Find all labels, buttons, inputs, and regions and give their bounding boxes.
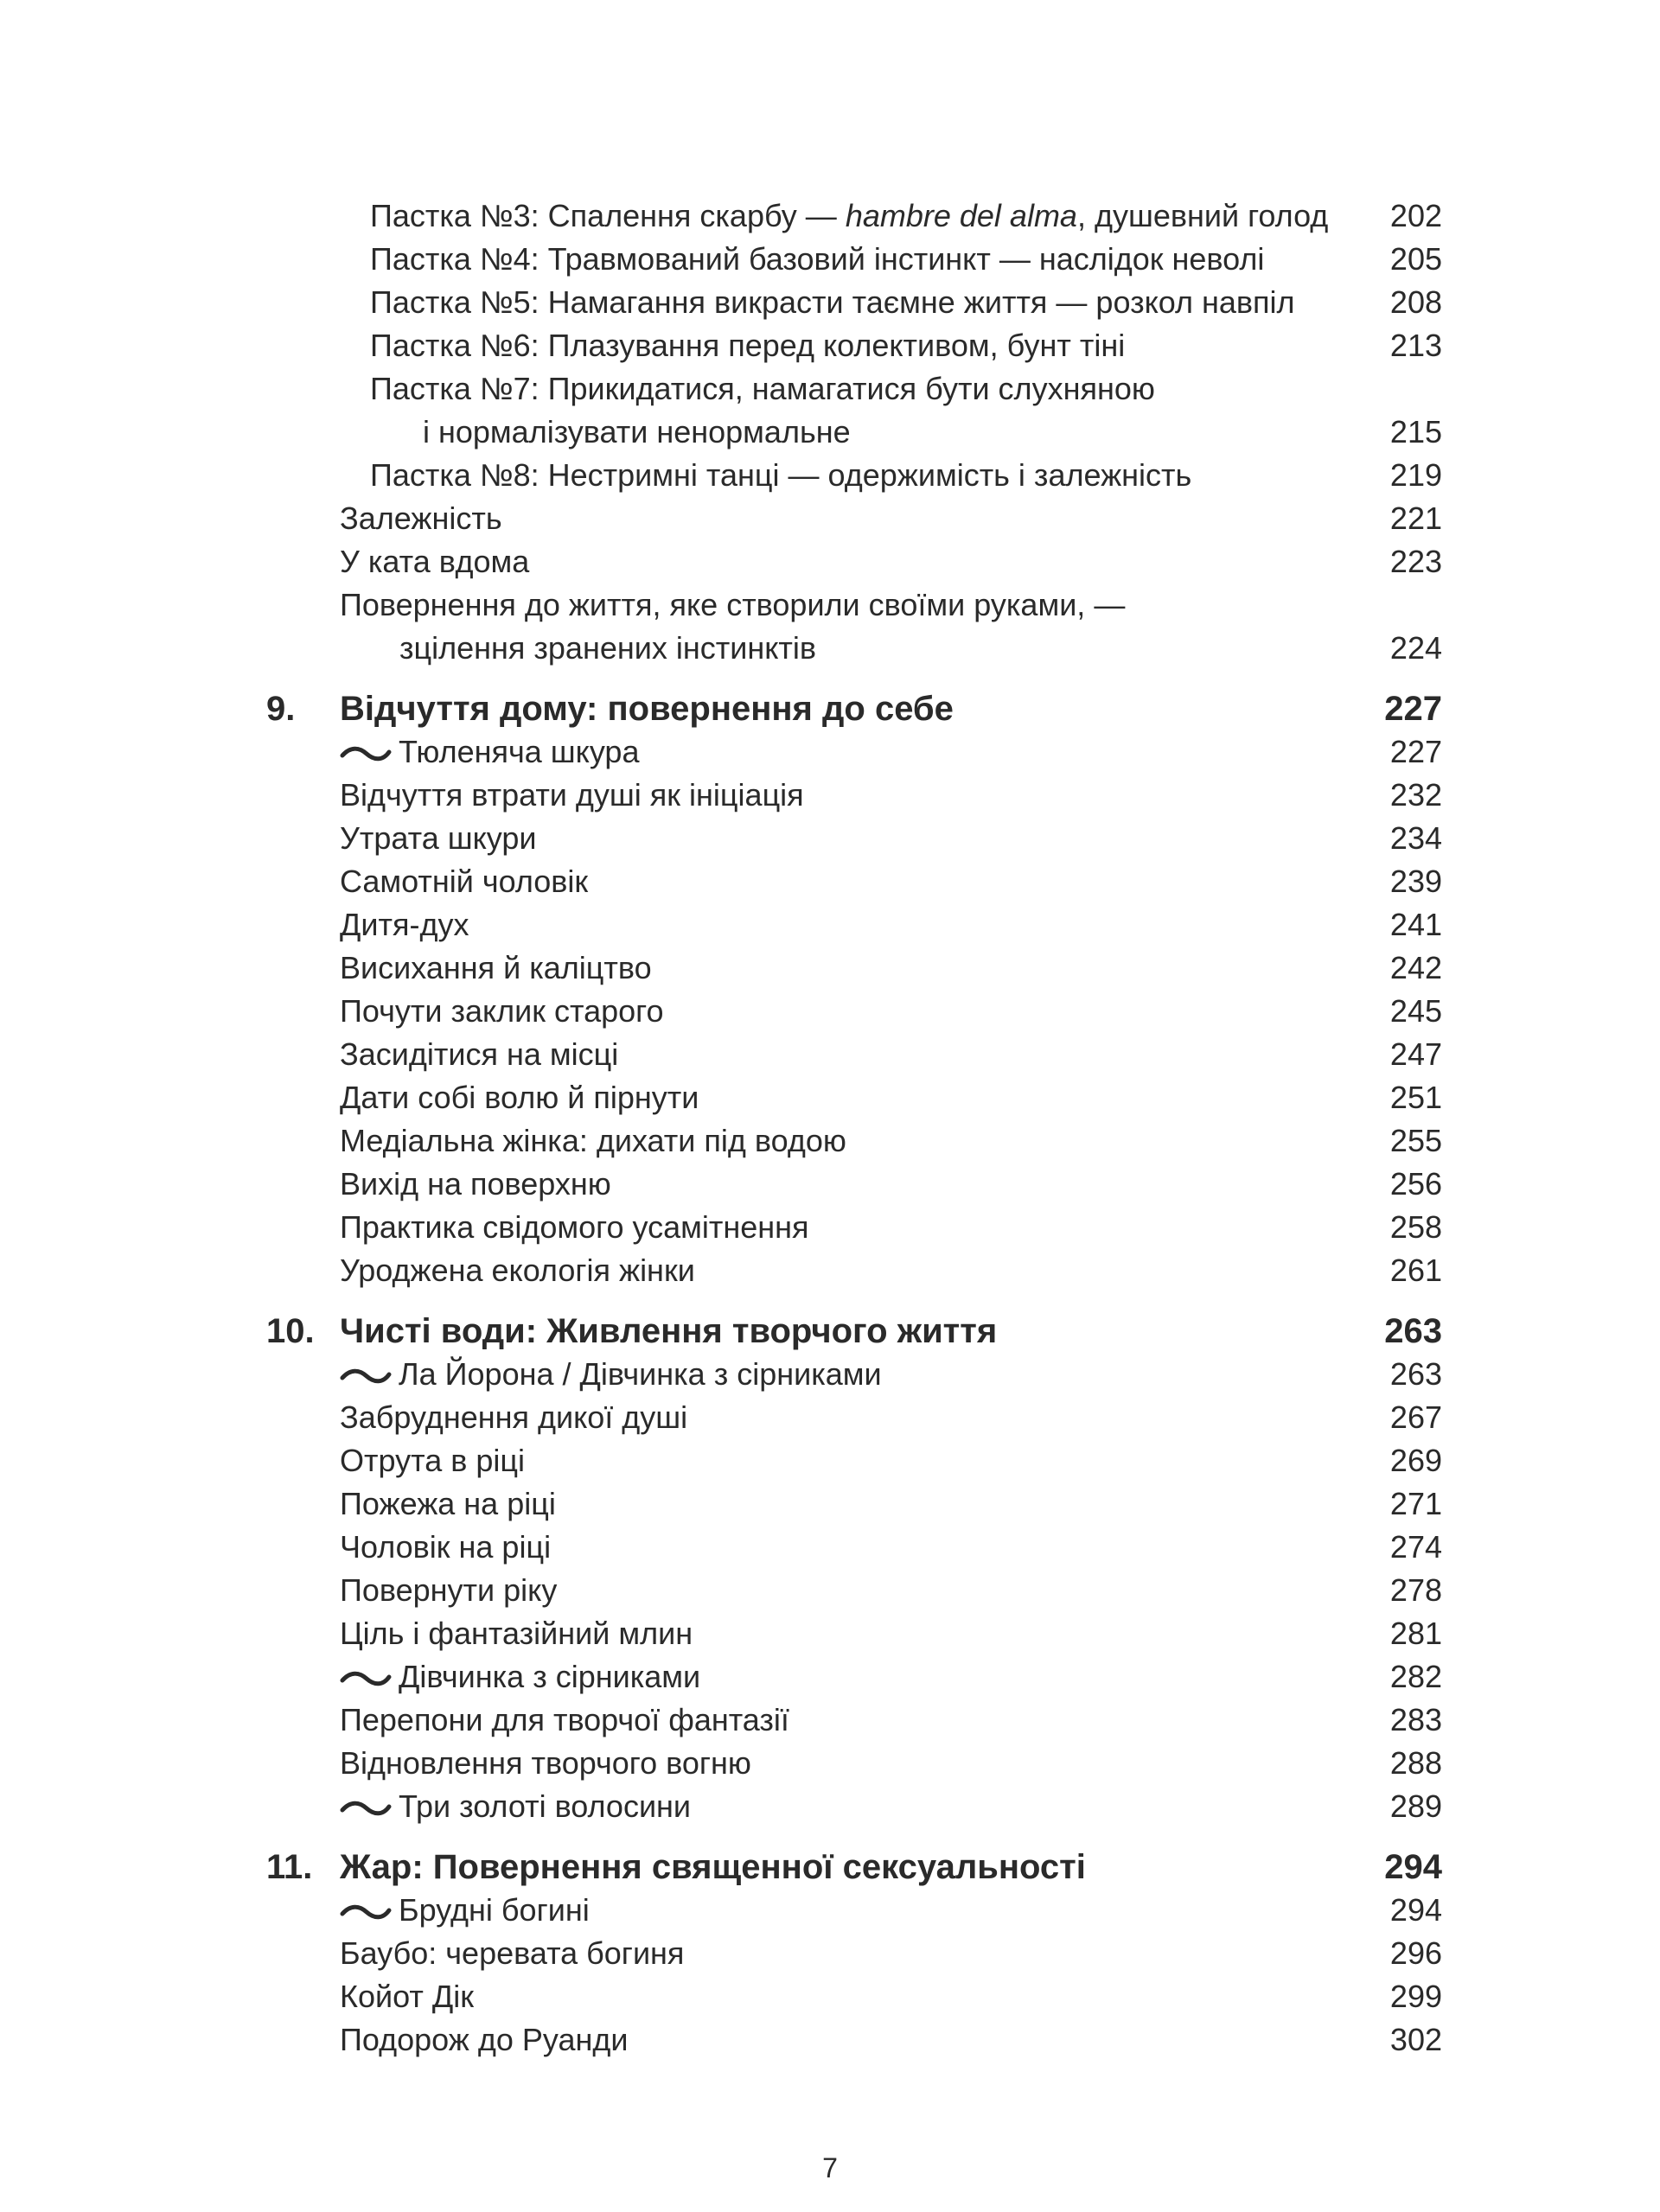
entry-text: Висихання й каліцтво	[340, 950, 652, 985]
entry-text: Дитя-дух	[340, 907, 469, 942]
toc-entry	[340, 1206, 1442, 1249]
entry-text: Три золоті волосини	[399, 1788, 692, 1824]
entry-text: Брудні богині	[399, 1892, 590, 1928]
page-ref: 239	[1389, 864, 1442, 899]
entry-title	[340, 947, 652, 990]
page-ref: 256	[1389, 1166, 1442, 1202]
page-ref: 223	[1389, 544, 1442, 579]
toc-entry	[370, 281, 1442, 324]
entry-title	[340, 817, 536, 860]
story-tilde-icon	[340, 1902, 392, 1922]
page-ref: 302	[1389, 2022, 1442, 2057]
toc-chapter	[266, 1845, 1442, 1889]
entry-title	[340, 1396, 687, 1439]
toc-entry	[340, 860, 1442, 903]
page-ref: 294	[1389, 1892, 1442, 1928]
toc-chapter	[266, 687, 1442, 730]
toc-entry	[340, 1353, 1442, 1396]
entry-title	[340, 540, 529, 583]
entry-title	[340, 1889, 590, 1932]
toc-entry	[340, 540, 1442, 583]
toc-entry	[370, 367, 1442, 411]
page-ref: 202	[1389, 198, 1442, 233]
toc-entry	[340, 1699, 1442, 1742]
page-ref: 261	[1389, 1253, 1442, 1288]
page-ref: 255	[1389, 1123, 1442, 1158]
story-tilde-icon	[340, 1366, 392, 1386]
toc-entry	[340, 1526, 1442, 1569]
toc-entry	[370, 454, 1442, 497]
entry-title	[340, 1569, 557, 1612]
toc-entry	[399, 627, 1442, 670]
entry-text: Чоловік на ріці	[340, 1529, 552, 1565]
entry-text: Почути заклик старого	[340, 993, 664, 1029]
page-ref: 227	[1384, 690, 1442, 728]
entry-text: Повернення до життя, яке створили своїми руками, —	[340, 587, 1126, 622]
entry-title	[340, 1249, 695, 1292]
entry-text: Койот Дік	[340, 1979, 474, 2014]
page-number: 7	[822, 2152, 838, 2183]
entry-text: Утрата шкури	[340, 820, 537, 856]
toc-entry	[340, 1889, 1442, 1932]
toc-entry	[340, 947, 1442, 990]
page-ref: 234	[1389, 820, 1442, 856]
entry-title	[340, 1310, 997, 1353]
toc-entry	[340, 1612, 1442, 1655]
entry-text: Отрута в ріці	[340, 1443, 525, 1478]
entry-title	[340, 497, 502, 540]
entry-title	[370, 454, 1191, 497]
page-ref: 205	[1389, 241, 1442, 277]
page-ref: 278	[1389, 1572, 1442, 1608]
toc-entry	[340, 1655, 1442, 1699]
entry-text: Уроджена екологія жінки	[340, 1253, 695, 1288]
entry-title	[340, 1785, 691, 1828]
entry-title	[340, 1439, 525, 1482]
entry-title	[340, 730, 639, 774]
entry-title	[340, 1526, 551, 1569]
toc-entry	[340, 903, 1442, 947]
page-ref: 247	[1389, 1036, 1442, 1072]
page-ref: 296	[1389, 1935, 1442, 1971]
entry-title	[340, 860, 588, 903]
entry-text: і нормалізувати ненормальне	[423, 414, 851, 449]
entry-text: Баубо: черевата богиня	[340, 1935, 685, 1971]
chapter-number: 9.	[266, 690, 296, 728]
page-ref: 241	[1389, 907, 1442, 942]
entry-text: Повернути ріку	[340, 1572, 558, 1608]
toc-entry	[340, 1033, 1442, 1076]
page-ref: 271	[1389, 1486, 1442, 1521]
toc-entry	[340, 1742, 1442, 1785]
entry-text: Відновлення творчого вогню	[340, 1745, 751, 1781]
entry-text: Пастка №6: Плазування перед колективом, бунт тіні	[370, 328, 1126, 363]
toc-entry	[340, 1163, 1442, 1206]
page-ref: 221	[1389, 500, 1442, 536]
entry-title	[370, 367, 1155, 411]
entry-title	[340, 1699, 789, 1742]
page-ref: 267	[1389, 1399, 1442, 1435]
page-ref: 215	[1389, 414, 1442, 449]
entry-title	[340, 1076, 699, 1119]
entry-text: Медіальна жінка: дихати під водою	[340, 1123, 846, 1158]
page-ref: 227	[1389, 734, 1442, 769]
entry-title	[340, 1612, 693, 1655]
entry-text: Подорож до Руанди	[340, 2022, 629, 2057]
entry-title	[340, 1033, 618, 1076]
entry-text: Дівчинка з сірниками	[399, 1659, 701, 1694]
page-ref: 283	[1389, 1702, 1442, 1737]
page-ref: 251	[1389, 1080, 1442, 1115]
entry-text: Дати собі волю й пірнути	[340, 1080, 699, 1115]
page-ref: 299	[1389, 1979, 1442, 2014]
entry-title	[340, 1482, 556, 1526]
toc-entry	[340, 1975, 1442, 2018]
entry-title	[423, 411, 851, 454]
entry-text: Пожежа на ріці	[340, 1486, 556, 1521]
entry-text: Відчуття втрати душі як ініціація	[340, 777, 804, 813]
story-tilde-icon	[340, 1798, 392, 1819]
page-ref: 274	[1389, 1529, 1442, 1565]
toc-entry	[340, 2018, 1442, 2062]
toc-entry	[340, 1785, 1442, 1828]
entry-text: Забруднення дикої душі	[340, 1399, 688, 1435]
entry-title	[340, 1975, 474, 2018]
toc-entry	[340, 1249, 1442, 1292]
toc-entry	[340, 1932, 1442, 1975]
page-ref: 219	[1389, 457, 1442, 493]
page-ref: 269	[1389, 1443, 1442, 1478]
entry-text: Пастка №3: Спалення скарбу —	[370, 198, 846, 233]
toc-entry	[423, 411, 1442, 454]
entry-title	[370, 194, 1328, 238]
page-ref: 224	[1389, 630, 1442, 666]
toc-entry	[370, 194, 1442, 238]
entry-text: Пастка №8: Нестримні танці — одержимість і залежність	[370, 457, 1192, 493]
page-ref: 281	[1389, 1616, 1442, 1651]
entry-italic-text: hambre del alma	[845, 198, 1077, 233]
page-ref: 294	[1384, 1848, 1442, 1886]
entry-text: Засидітися на місці	[340, 1036, 619, 1072]
toc-entry	[370, 324, 1442, 367]
chapter-number: 11.	[266, 1848, 313, 1886]
entry-title	[340, 1353, 882, 1396]
toc-entry	[340, 497, 1442, 540]
entry-text: Перепони для творчої фантазії	[340, 1702, 789, 1737]
entry-text: Відчуття дому: повернення до себе	[340, 690, 954, 728]
entry-title	[340, 2018, 629, 2062]
entry-title	[340, 1163, 611, 1206]
page-ref: 288	[1389, 1745, 1442, 1781]
entry-text: Пастка №4: Травмований базовий інстинкт — наслідок неволі	[370, 241, 1265, 277]
entry-text-after: , душевний голод	[1076, 198, 1329, 233]
page-ref: 242	[1389, 950, 1442, 985]
page-ref: 213	[1389, 328, 1442, 363]
toc-entry	[340, 730, 1442, 774]
entry-title	[370, 238, 1264, 281]
page-ref: 232	[1389, 777, 1442, 813]
entry-title	[340, 1742, 751, 1785]
entry-title	[340, 1655, 700, 1699]
toc-entry	[340, 1119, 1442, 1163]
entry-text: Ціль і фантазійний млин	[340, 1616, 693, 1651]
entry-title	[340, 990, 664, 1033]
chapter-number: 10.	[266, 1312, 315, 1350]
page-ref: 245	[1389, 993, 1442, 1029]
toc-entry	[340, 1569, 1442, 1612]
entry-text: Пастка №5: Намагання викрасти таємне життя — розкол навпіл	[370, 284, 1295, 320]
toc-chapter	[266, 1310, 1442, 1353]
entry-text: Чисті води: Живлення творчого життя	[340, 1312, 998, 1350]
toc-entry	[340, 817, 1442, 860]
toc-entry	[340, 1076, 1442, 1119]
toc-entry	[340, 774, 1442, 817]
page-ref: 263	[1389, 1356, 1442, 1392]
page-ref: 263	[1384, 1312, 1442, 1350]
entry-text: Жар: Повернення священної сексуальності	[340, 1848, 1086, 1886]
entry-title	[340, 1845, 1086, 1889]
entry-text: Практика свідомого усамітнення	[340, 1209, 809, 1245]
entry-title	[340, 1206, 809, 1249]
entry-title	[340, 903, 469, 947]
entry-title	[340, 583, 1125, 627]
toc-entry	[340, 1482, 1442, 1526]
entry-text: Вихід на поверхню	[340, 1166, 611, 1202]
entry-text: зцілення зранених інстинктів	[399, 630, 816, 666]
entry-title	[370, 324, 1125, 367]
entry-title	[370, 281, 1295, 324]
toc-entry	[340, 583, 1442, 627]
entry-text: Ла Йорона / Дівчинка з сірниками	[399, 1356, 882, 1392]
entry-text: Тюленяча шкура	[399, 734, 640, 769]
story-tilde-icon	[340, 743, 392, 764]
toc-entry	[340, 1439, 1442, 1482]
entry-text: Залежність	[340, 500, 502, 536]
toc-entry	[340, 990, 1442, 1033]
page-ref: 258	[1389, 1209, 1442, 1245]
story-tilde-icon	[340, 1668, 392, 1689]
entry-title	[340, 687, 954, 730]
entry-title	[399, 627, 816, 670]
entry-text: Самотній чоловік	[340, 864, 589, 899]
entry-title	[340, 774, 804, 817]
entry-title	[340, 1119, 846, 1163]
toc-entry	[340, 1396, 1442, 1439]
page-ref: 282	[1389, 1659, 1442, 1694]
page-ref: 208	[1389, 284, 1442, 320]
entry-text: Пастка №7: Прикидатися, намагатися бути слухняною	[370, 371, 1155, 406]
toc-entry	[370, 238, 1442, 281]
entry-title	[340, 1932, 684, 1975]
entry-text: У ката вдома	[340, 544, 530, 579]
page-ref: 289	[1389, 1788, 1442, 1824]
